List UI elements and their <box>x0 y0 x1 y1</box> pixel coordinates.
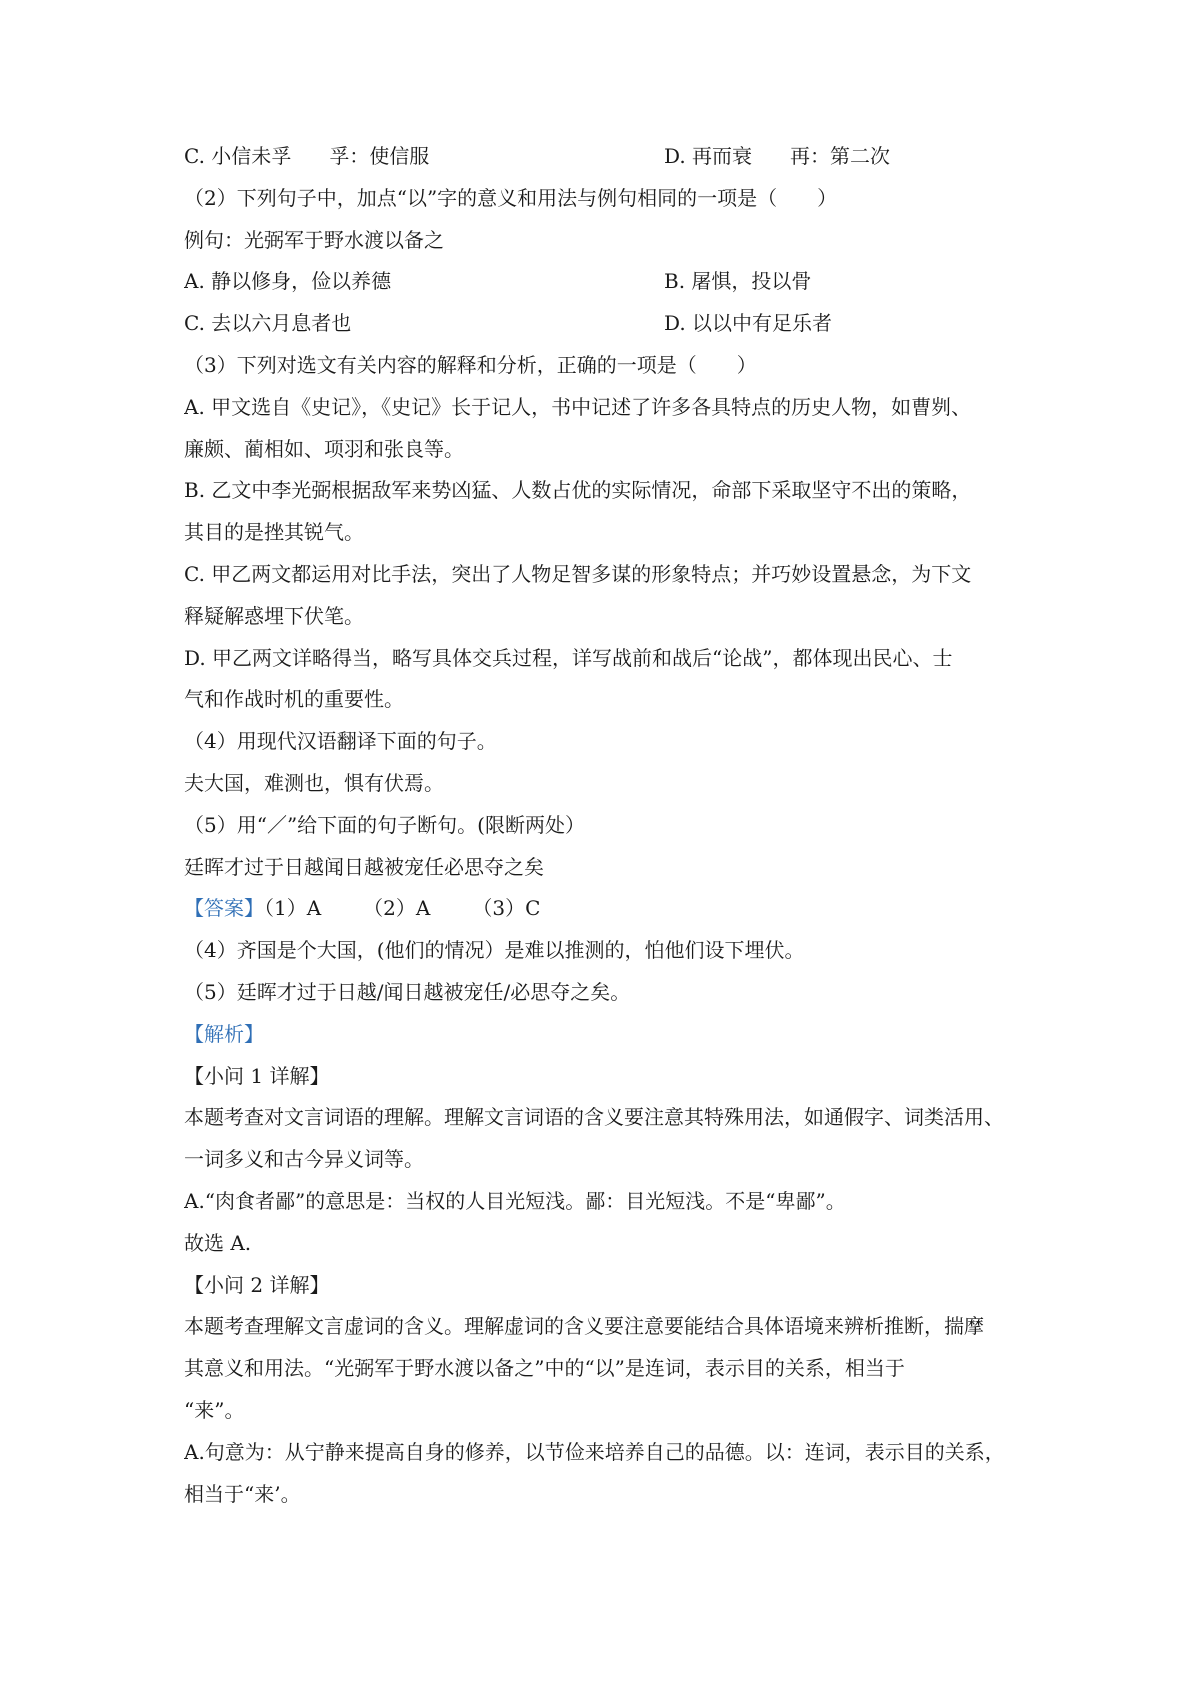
emphasis-dot-char: 以 <box>231 261 251 301</box>
q3-option-c-line1: C. 甲乙两文都运用对比手法，突出了人物足智多谋的形象特点；并巧妙设置悬念，为下文 <box>184 561 972 586</box>
emphasis-dot-char: 孚 <box>271 136 291 176</box>
document-page <box>184 136 1034 1515</box>
q3-option-a-line2: 廉颇、蔺相如、项羽和张良等。 <box>184 436 464 461</box>
q2-option-d: D. 以以中有足乐者 <box>664 303 1034 345</box>
q3-option-b-line2: 其目的是挫其锐气。 <box>184 520 364 545</box>
q2-option-a: A. 静以修身，俭以养德 <box>184 261 664 303</box>
q2-option-c: C. 去以六月息者也 <box>184 303 664 345</box>
analysis-label: 【解析】 <box>184 1021 264 1046</box>
analysis-s2-p4: A.句意为：从宁静来提高自身的修养，以节俭来培养自己的品德。以：连词，表示目的关系， <box>184 1439 1005 1464</box>
q1-option-c: C. 小信未孚 孚：使信服 <box>184 136 664 178</box>
q4-stem: （4）用现代汉语翻译下面的句子。 <box>184 729 497 754</box>
analysis-s1-p1: 本题考查对文言词语的理解。理解文言词语的含义要注意其特殊用法，如通假字、词类活用、 <box>184 1105 1004 1130</box>
answer-4: （4）齐国是个大国，(他们的情况）是难以推测的，怕他们设下埋伏。 <box>184 938 805 963</box>
answer-2: （2）A <box>363 896 431 921</box>
q1-options-cd <box>184 136 1034 178</box>
q2-options-ab <box>184 261 1034 303</box>
answer-5: （5）廷晖才过于日越/闻日越被宠任/必思夺之矣。 <box>184 979 631 1004</box>
emphasis-dot-char: 以 <box>692 303 712 343</box>
analysis-s2-title: 【小问 2 详解】 <box>184 1272 330 1297</box>
analysis-s1-p2: 一词多义和古今异义词等。 <box>184 1147 424 1172</box>
analysis-s1-p4: 故选 A. <box>184 1230 252 1255</box>
q5-stem: （5）用“／”给下面的句子断句。(限断两处） <box>184 812 585 837</box>
analysis-s2-p2: 其意义和用法。“光弼军于野水渡以备之”中的“以”是连词，表示目的关系，相当于 <box>184 1356 905 1381</box>
q3-option-b-line1: B. 乙文中李光弼根据敌军来势凶猛、人数占优的实际情况，命部下采取坚守不出的策略， <box>184 478 972 503</box>
analysis-s1-title: 【小问 1 详解】 <box>184 1063 330 1088</box>
q2-stem: （2）下列句子中，加点“以”字的意义和用法与例句相同的一项是（ ） <box>184 185 838 210</box>
answer-line <box>184 888 1034 930</box>
answer-label: 【答案】 <box>184 896 264 921</box>
analysis-s1-p3: A.“肉食者鄙”的意思是：当权的人目光短浅。鄙：目光短浅。不是“卑鄙”。 <box>184 1188 846 1213</box>
analysis-s2-p1: 本题考查理解文言虚词的含义。理解虚词的含义要注意要能结合具体语境来辨析推断，揣摩 <box>184 1314 984 1339</box>
analysis-s2-p5: 相当于“来’。 <box>184 1481 301 1506</box>
emphasis-dot-char: 以 <box>771 261 791 301</box>
q3-option-d-line1: D. 甲乙两文详略得当，略写具体交兵过程，详写战前和战后“论战”，都体现出民心、士 <box>184 645 953 670</box>
q5-sentence: 廷晖才过于日越闻日越被宠任必思夺之矣 <box>184 854 544 879</box>
q3-stem: （3）下列对选文有关内容的解释和分析，正确的一项是（ ） <box>184 352 757 377</box>
answer-1: （1）A <box>264 896 322 921</box>
q3-option-d-line2: 气和作战时机的重要性。 <box>184 687 404 712</box>
emphasis-dot-char: 再 <box>692 136 712 176</box>
q3-option-c-line2: 释疑解惑埋下伏笔。 <box>184 603 364 628</box>
q1-option-d: D. 再而衰 再：第二次 <box>664 136 1034 178</box>
q4-sentence: 夫大国，难测也，惧有伏焉。 <box>184 770 444 795</box>
q2-options-cd <box>184 303 1034 345</box>
q3-option-a-line1: A. 甲文选自《史记》，《史记》长于记人，书中记述了许多各具特点的历史人物，如曹刿、 <box>184 394 972 419</box>
q2-example: 例句：光弼军于野水渡以备之 <box>184 227 444 252</box>
analysis-s2-p3: “来”。 <box>184 1397 245 1422</box>
q2-option-b: B. 屠惧，投以骨 <box>664 261 1034 303</box>
answer-3: （3）C <box>472 896 541 921</box>
emphasis-dot-char: 以 <box>231 303 251 343</box>
